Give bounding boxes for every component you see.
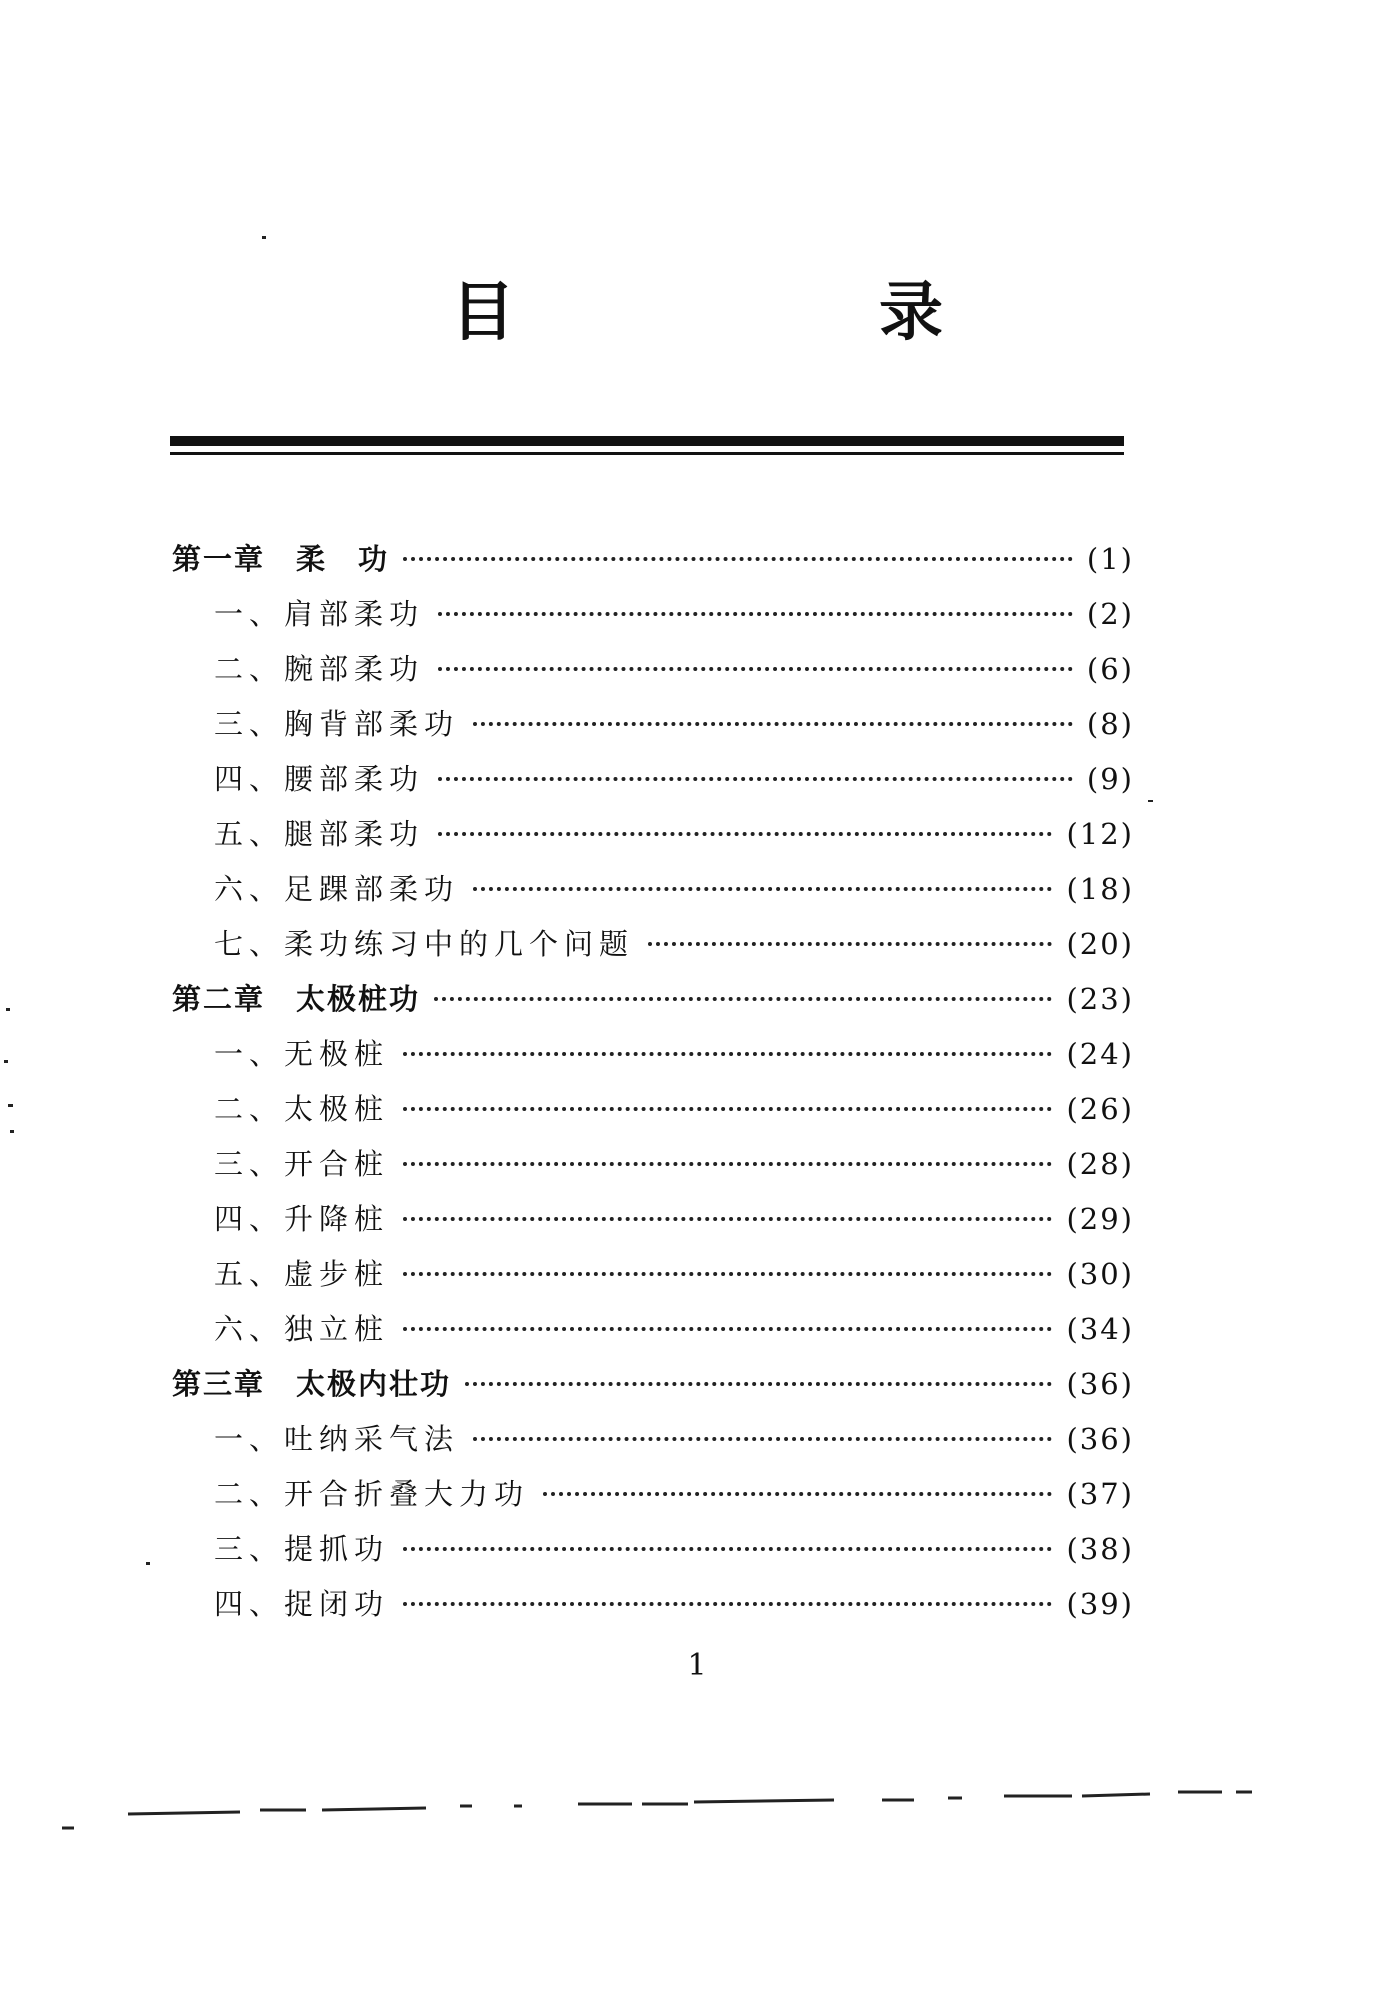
toc-entry-title: 二、腕部柔功	[214, 652, 425, 686]
toc-page-number: (26)	[1066, 1092, 1134, 1126]
toc-page-number: (6)	[1086, 652, 1134, 686]
page-title: 目 录	[451, 276, 1093, 350]
toc-entry-title: 四、腰部柔功	[214, 762, 425, 796]
toc-page-number: (12)	[1066, 817, 1134, 851]
toc-entry-title: 六、独立桩	[214, 1312, 390, 1346]
toc-entry-title: 一、肩部柔功	[214, 597, 425, 631]
toc-entry-title: 三、提抓功	[214, 1532, 390, 1566]
toc-page-number: (9)	[1086, 762, 1134, 796]
toc-page-number: (29)	[1066, 1202, 1134, 1236]
toc-page-number: (1)	[1086, 542, 1134, 576]
toc-page-number: (2)	[1086, 597, 1134, 631]
toc-page-number: (34)	[1066, 1312, 1134, 1346]
toc-page-number: (23)	[1066, 982, 1134, 1016]
toc-page-number: (39)	[1066, 1587, 1134, 1621]
toc-entry-title: 五、腿部柔功	[214, 817, 425, 851]
toc-entry-title: 三、开合桩	[214, 1147, 390, 1181]
toc-entry-title: 五、虚步桩	[214, 1257, 390, 1291]
toc-entry-title: 二、开合折叠大力功	[214, 1477, 530, 1511]
page-number: 1	[687, 1648, 707, 1683]
toc-entry-title: 第三章 太极内壮功	[172, 1367, 452, 1401]
toc-page-number: (18)	[1066, 872, 1134, 906]
toc-page-number: (8)	[1086, 707, 1134, 741]
toc-entry-title: 一、吐纳采气法	[214, 1422, 460, 1456]
toc-page-number: (36)	[1066, 1422, 1134, 1456]
toc-page-number: (38)	[1066, 1532, 1134, 1566]
toc-entry-title: 六、足踝部柔功	[214, 872, 460, 906]
toc-page-number: (24)	[1066, 1037, 1134, 1071]
toc-entry-title: 二、太极桩	[214, 1092, 390, 1126]
toc-entry-title: 七、柔功练习中的几个问题	[214, 927, 635, 961]
toc-entry-title: 第一章 柔 功	[172, 542, 390, 576]
toc-entry-title: 四、捉闭功	[214, 1587, 390, 1621]
toc-page-number: (37)	[1066, 1477, 1134, 1511]
toc-page-number: (28)	[1066, 1147, 1134, 1181]
toc-entry-title: 三、胸背部柔功	[214, 707, 460, 741]
toc-page-number: (30)	[1066, 1257, 1134, 1291]
toc-entry-title: 四、升降桩	[214, 1202, 390, 1236]
toc-page-number: (36)	[1066, 1367, 1134, 1401]
toc-entry-title: 第二章 太极桩功	[172, 982, 421, 1016]
toc-entry-title: 一、无极桩	[214, 1037, 390, 1071]
toc-page-number: (20)	[1066, 927, 1134, 961]
